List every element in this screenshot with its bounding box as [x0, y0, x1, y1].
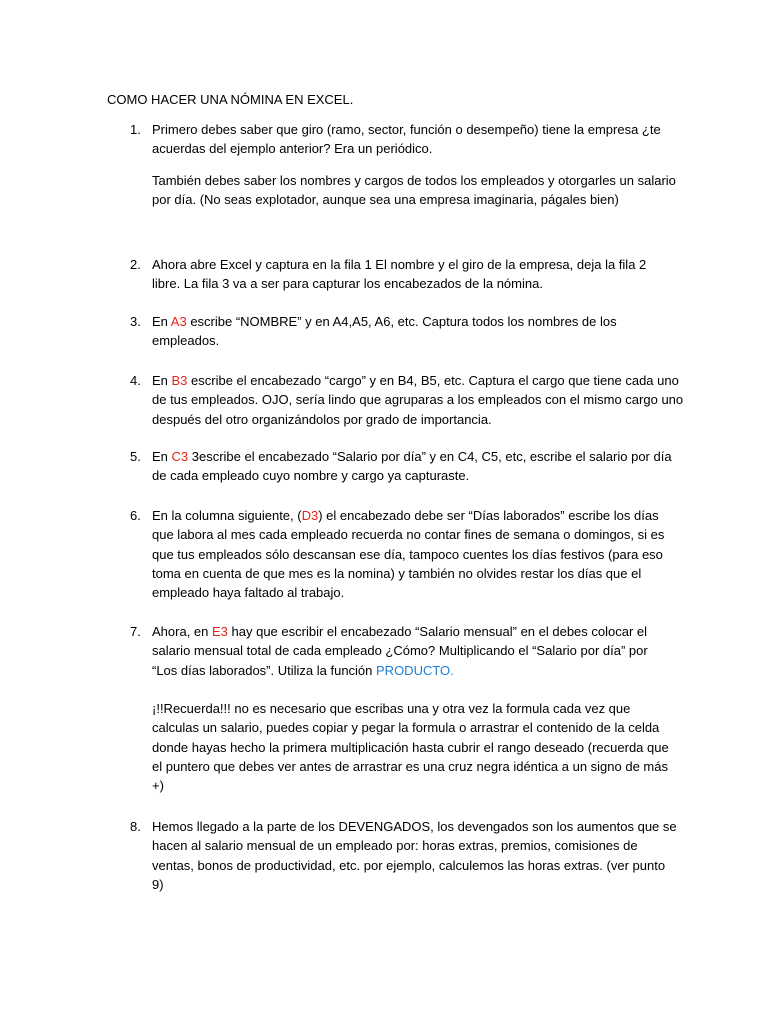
text-line: libre. La fila 3 va a ser para capturar los encabezados de la nómina. — [152, 276, 543, 292]
text-line: ventas, bonos de productividad, etc. por ejemplo, calculemos las horas extras. (ver punto — [152, 857, 666, 873]
item-paragraph — [152, 506, 672, 602]
item-number: 2. — [130, 257, 141, 272]
cell-reference-e3: E3 — [212, 624, 228, 639]
text-line: hacen al salario mensual de un empleado por: horas extras, premios, comisiones de — [152, 838, 638, 854]
text-rest: escribe el encabezado “cargo” y en B4, B5, etc. Captura el cargo que tiene cada uno — [187, 373, 679, 388]
text-rest: ) el encabezado debe ser “Días laborados” escribe los días — [318, 508, 659, 523]
text-prefix: Ahora, en — [152, 624, 212, 639]
item-paragraph-1 — [152, 120, 672, 159]
text-prefix: En — [152, 449, 172, 464]
document-title: COMO HACER UNA NÓMINA EN EXCEL. — [107, 92, 354, 107]
item-number: 6. — [130, 508, 141, 523]
text-line — [152, 447, 672, 466]
item-paragraph — [152, 817, 677, 894]
text-line: +) — [152, 778, 164, 794]
text-line: por día. (No seas explotador, aunque sea una empresa imaginaria, págales bien) — [152, 192, 619, 208]
text-line: Ahora abre Excel y captura en la fila 1 El nombre y el giro de la empresa, deja la fila 2 — [152, 257, 647, 272]
reminder-note — [152, 699, 672, 795]
text-line: el puntero que debes ver antes de arrastrar es una cruz negra idéntica a un signo de más — [152, 758, 668, 774]
cell-reference-c3: C3 — [171, 449, 189, 464]
text-line: que tus empleados sólo descansan ese día, tampoco cuentes los días festivos (para eso — [152, 546, 663, 562]
text-line: 9) — [152, 876, 164, 892]
item-paragraph — [152, 371, 684, 429]
item-paragraph — [152, 255, 672, 294]
item-number: 1. — [130, 122, 141, 137]
text-line: salario mensual total de cada empleado ¿Cómo? Multiplicando el “Salario por día” por — [152, 643, 648, 659]
text-line: Primero debes saber que giro (ramo, sector, función o desempeño) tiene la empresa ¿te — [152, 122, 661, 137]
item-paragraph-2 — [152, 171, 676, 210]
text-line — [152, 371, 679, 390]
text-line: que labora al mes cada empleado recuerda no contar fines de semana o domingos, si es — [152, 527, 665, 543]
function-name-producto: PRODUCTO. — [376, 662, 454, 678]
text-line: empleado haya faltado al trabajo. — [152, 585, 345, 601]
text-rest: escribe “NOMBRE” y en A4,A5, A6, etc. Captura todos los nombres de los — [186, 314, 617, 329]
text-line: ¡!!Recuerda!!! no es necesario que escribas una y otra vez la formula cada vez que — [152, 701, 631, 716]
item-number: 5. — [130, 449, 141, 464]
text-line: de tus empleados. OJO, sería lindo que agruparas a los empleados con el mismo cargo uno — [152, 392, 684, 408]
text-line — [152, 661, 672, 680]
item-paragraph — [152, 447, 672, 486]
text-prefix: En la columna siguiente, ( — [152, 508, 302, 523]
text-rest: 3escribe el encabezado “Salario por día” y en C4, C5, etc, escribe el salario por día — [188, 449, 672, 464]
text-line: calculas un salario, puedes copiar y pegar la formula o arrastrar el contenido de la celda — [152, 720, 660, 736]
item-number: 4. — [130, 373, 141, 388]
cell-reference-b3: B3 — [171, 373, 188, 388]
text-line: También debes saber los nombres y cargos de todos los empleados y otorgarles un salario — [152, 173, 676, 188]
text-line — [152, 506, 672, 525]
text-line: donde hayas hecho la primera multiplicación hasta cubrir el rango deseado (recuerda que — [152, 739, 669, 755]
text-line: después del otro organizándolos por grado de importancia. — [152, 411, 492, 427]
text-line: empleados. — [152, 333, 220, 349]
text-prefix: En — [152, 314, 171, 329]
cell-reference-a3: A3 — [170, 314, 187, 329]
text-prefix: “Los días laborados”. Utiliza la función — [152, 662, 377, 678]
item-number: 3. — [130, 314, 141, 329]
item-paragraph — [152, 312, 672, 351]
item-number: 7. — [130, 624, 141, 639]
text-line: toma en cuenta de que mes es la nomina) y también no olvides restar los días que el — [152, 565, 642, 581]
text-rest: hay que escribir el encabezado “Salario mensual” en el debes colocar el — [227, 624, 648, 639]
text-line: de cada empleado cuyo nombre y cargo ya capturaste. — [152, 468, 470, 484]
item-paragraph — [152, 622, 672, 680]
item-number: 8. — [130, 819, 141, 834]
text-line: Hemos llegado a la parte de los DEVENGADOS, los devengados son los aumentos que se — [152, 819, 677, 834]
cell-reference-d3: D3 — [301, 508, 319, 523]
text-line — [152, 622, 672, 641]
text-line: acuerdas del ejemplo anterior? Era un periódico. — [152, 141, 433, 157]
text-line — [152, 312, 672, 331]
text-prefix: En — [152, 373, 172, 388]
